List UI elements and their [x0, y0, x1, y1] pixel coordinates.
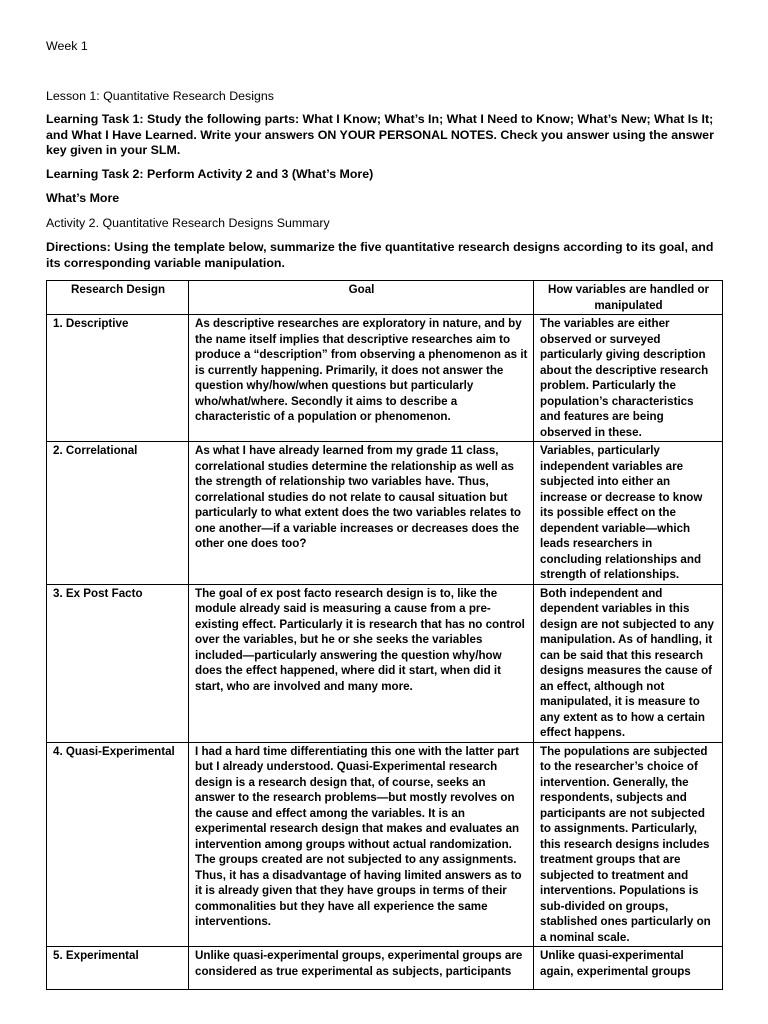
design-cell: 2. Correlational	[47, 442, 189, 585]
week-heading: Week 1	[46, 39, 88, 53]
table-row	[47, 584, 723, 742]
design-cell: 3. Ex Post Facto	[47, 584, 189, 742]
variables-cell: The populations are subjected to the researcher’s choice of intervention. Generally, the respondents, subjects and participants are not subjected to assignments. Particularly, this research designs includes treatment groups that are subjected to treatment and interventions. Populations is sub-divided on groups, stablished ones particularly on a nominal scale.	[534, 742, 723, 947]
variables-cell: Both independent and dependent variables in this design are not subjected to any manipulation. As of handling, it can be said that this research designs measures the cause of an effect, although not manipulated, it is measure to any extent as to how a certain effect happens.	[534, 584, 723, 742]
goal-cell: As what I have already learned from my grade 11 class, correlational studies determine the relationship as well as the strength of relationship two variables have. Thus, correlational studies do not relate to causal situation but particularly to what extent does the two variables relates to one another—if a variable increases or decreases does the other one does too?	[189, 442, 534, 585]
goal-cell: The goal of ex post facto research design is to, like the module already said is measuring a cause from a pre-existing effect. Particularly it is research that has no control over the variables, but he or she seeks the variables included—particularly answering the question why/how does the effect happened, where did it start, when did it start, who are involved and many more.	[189, 584, 534, 742]
learning-task-2: Learning Task 2: Perform Activity 2 and 3 (What’s More)	[46, 167, 374, 181]
table-row	[47, 315, 723, 442]
table-row	[47, 947, 723, 990]
design-cell: 5. Experimental	[47, 947, 189, 990]
table-header-row	[47, 281, 723, 315]
column-header-variables: How variables are handled or manipulated	[534, 281, 723, 315]
column-header-goal: Goal	[189, 281, 534, 315]
whats-more-heading: What’s More	[46, 191, 120, 205]
variables-cell: The variables are either observed or surveyed particularly giving description about the descriptive research problem. Particularly the population’s characteristics and features are being observed in these.	[534, 315, 723, 442]
table-row	[47, 442, 723, 585]
summary-table	[46, 280, 723, 990]
goal-cell: I had a hard time differentiating this one with the latter part but I already understood. Quasi-Experimental research design is a research design that, of course, seeks an answer to the research problems—but mostly revolves on the cause and effect among the variables. It is an experimental research design that makes and evaluates an intervention among groups without actual randomization. The groups created are not subjected to any assignments. Thus, it has a disadvantage of having limited answers as to it is already given that they have groups in terms of their commonalities but they have all experience the same interventions.	[189, 742, 534, 947]
activity-title: Activity 2. Quantitative Research Designs Summary	[46, 216, 330, 230]
design-cell: 4. Quasi-Experimental	[47, 742, 189, 947]
goal-cell: Unlike quasi-experimental groups, experimental groups are considered as true experimental as subjects, participants	[189, 947, 534, 990]
table-row	[47, 742, 723, 947]
lesson-heading: Lesson 1: Quantitative Research Designs	[46, 89, 274, 103]
goal-cell: As descriptive researches are exploratory in nature, and by the name itself implies that descriptive researches aim to produce a “description” from observing a phenomenon as it is currently happening. Primarily, it does not answer the question why/how/when questions but particularly who/what/where. Secondly it aims to describe a characteristic of a population or phenomenon.	[189, 315, 534, 442]
learning-task-1: Learning Task 1: Study the following parts: What I Know; What’s In; What I Need to Know; What’s New; What Is It; and What I Have Learned. Write your answers ON YOUR PERSONAL NOTES. Check you answer using the answer key given in your SLM.	[46, 112, 714, 157]
column-header-design: Research Design	[47, 281, 189, 315]
directions-text: Directions: Using the template below, summarize the five quantitative research designs according to its goal, and its corresponding variable manipulation.	[46, 240, 714, 270]
variables-cell: Unlike quasi-experimental again, experimental groups	[534, 947, 723, 990]
variables-cell: Variables, particularly independent variables are subjected into either an increase or decrease to know its possible effect on the dependent variable—which leads researchers in concluding relationships and strength of relationships.	[534, 442, 723, 585]
design-cell: 1. Descriptive	[47, 315, 189, 442]
